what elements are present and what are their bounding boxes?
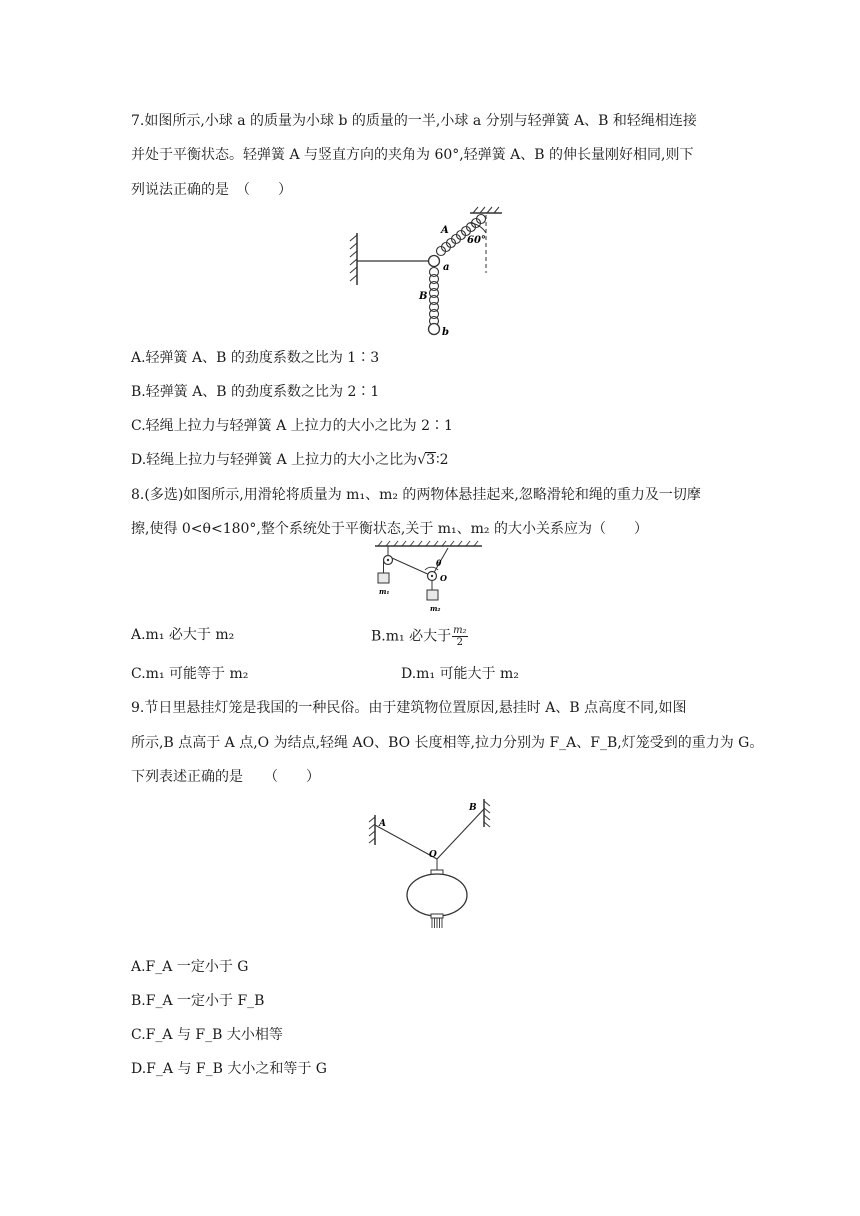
- q8-label-m2: m₂: [430, 604, 441, 613]
- q9-label-O: O: [429, 850, 437, 860]
- q9-option-a[interactable]: A.F_A 一定小于 G: [131, 959, 249, 975]
- q9-option-c[interactable]: C.F_A 与 F_B 大小相等: [131, 1027, 283, 1043]
- sqrt-symbol: √: [417, 452, 427, 468]
- q7-stem-line-2: 并处于平衡状态。轻弹簧 A 与竖直方向的夹角为 60°,轻弹簧 A、B 的伸长量刚好相同,则下: [131, 147, 694, 163]
- q9-lantern-figure: [365, 795, 495, 930]
- q8-pulley-figure: [370, 540, 490, 615]
- q8-option-c[interactable]: C.m₁ 可能等于 m₂: [131, 666, 249, 682]
- q9-option-d[interactable]: D.F_A 与 F_B 大小之和等于 G: [131, 1061, 327, 1077]
- q8-option-b-prefix: B.m₁ 必大于: [371, 628, 452, 645]
- q7-option-d[interactable]: [131, 450, 449, 470]
- q7-option-c[interactable]: C.轻绳上拉力与轻弹簧 A 上拉力的大小之比为 2∶1: [131, 418, 453, 434]
- fraction-numerator: m₂: [453, 625, 467, 636]
- fraction-denominator: 2: [456, 637, 464, 648]
- q7-spring-figure: [345, 205, 515, 340]
- q9-label-A: A: [379, 819, 386, 829]
- q9-option-b[interactable]: B.F_A 一定小于 F_B: [131, 993, 265, 1009]
- q7-option-a[interactable]: A.轻弹簧 A、B 的劲度系数之比为 1∶3: [131, 350, 380, 366]
- q7-label-B: B: [419, 291, 428, 302]
- q9-label-B: B: [469, 803, 477, 813]
- q8-stem-line-2: 擦,使得 0<θ<180°,整个系统处于平衡状态,关于 m₁、m₂ 的大小关系应为（ ）: [131, 521, 648, 537]
- q7-option-b[interactable]: B.轻弹簧 A、B 的劲度系数之比为 2∶1: [131, 384, 380, 400]
- q8-option-a[interactable]: A.m₁ 必大于 m₂: [131, 627, 235, 643]
- q7-stem-line-3: 列说法正确的是 （ ）: [131, 182, 292, 198]
- q7-stem-line-1: 7.如图所示,小球 a 的质量为小球 b 的质量的一半,小球 a 分别与轻弹簧 A、B 和轻绳相连接: [131, 113, 697, 129]
- q8-option-b-fraction: [452, 625, 468, 648]
- q7-option-d-suffix: ∶2: [436, 452, 449, 468]
- q8-option-b[interactable]: [371, 625, 468, 648]
- q8-option-d[interactable]: D.m₁ 可能大于 m₂: [401, 666, 519, 682]
- q8-label-m1: m₁: [379, 587, 390, 596]
- q8-stem-line-1: 8.(多选)如图所示,用滑轮将质量为 m₁、m₂ 的两物体悬挂起来,忽略滑轮和绳的重力及一切摩: [131, 487, 701, 503]
- q7-label-b: b: [442, 327, 449, 338]
- q7-option-d-root: 3: [426, 452, 436, 468]
- q7-label-A: A: [441, 225, 449, 236]
- q8-label-O: O: [440, 573, 447, 583]
- q8-label-theta: θ: [436, 558, 442, 568]
- q7-angle-label: 60°: [467, 235, 486, 246]
- q7-label-a: a: [443, 262, 450, 273]
- q7-option-d-prefix: D.轻绳上拉力与轻弹簧 A 上拉力的大小之比为: [131, 452, 418, 468]
- q9-stem-line-1: 9.节日里悬挂灯笼是我国的一种民俗。由于建筑物位置原因,悬挂时 A、B 点高度不同,如图: [131, 700, 687, 716]
- q9-stem-line-2: 所示,B 点高于 A 点,O 为结点,轻绳 AO、BO 长度相等,拉力分别为 F_A、F_B,灯笼受到的重力为 G。: [131, 735, 764, 751]
- q9-stem-line-3: 下列表述正确的是 （ ）: [131, 769, 320, 785]
